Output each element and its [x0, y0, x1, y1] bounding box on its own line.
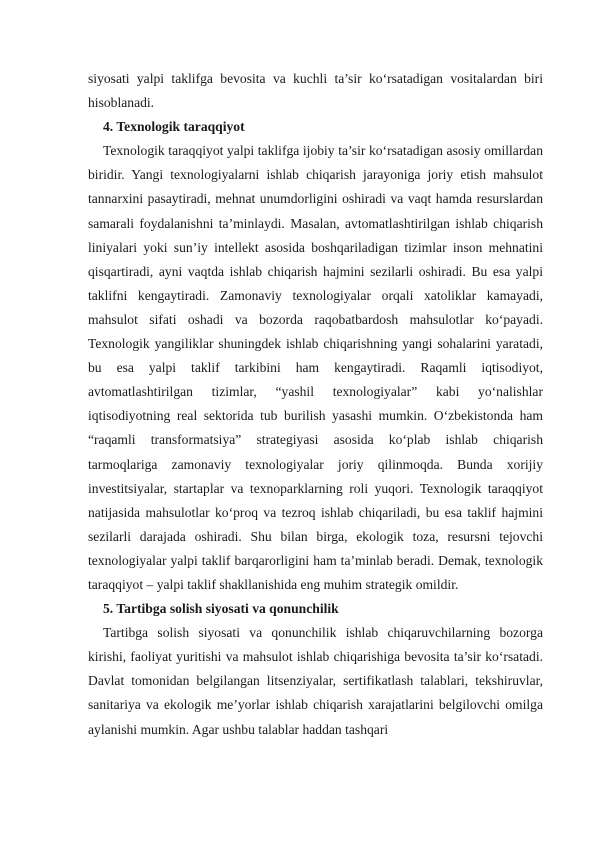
section-heading-regulation-policy: 5. Tartibga solish siyosati va qonunchilik — [103, 601, 339, 617]
paragraph-intro-continuation: siyosati yalpi taklifga bevosita va kuchli ta’sir ko‘rsatadigan vositalardan biri hisoblanadi. — [88, 71, 543, 111]
paragraph-regulation-policy: Tartibga solish siyosati va qonunchilik ishlab chiqaruvchilarning bozorga kirishi, faoliyat yuritishi va mahsulot ishlab chiqarishiga bevosita ta’sir ko‘rsatadi. Davlat tomonidan belgilangan litsenziyalar, sertifikatlash talablari, tekshiruvlar, sanitariya va ekologik me’yorlar ishlab chiqarish xarajatlarini belgilovchi omilga aylanishi mumkin. Agar ushbu talablar haddan tashqari — [88, 625, 543, 737]
paragraph-technological-progress: Texnologik taraqqiyot yalpi taklifga ijobiy ta’sir ko‘rsatadigan asosiy omillardan biridir. Yangi texnologiyalarni ishlab chiqarish jarayoniga joriy etish mahsulot tannarxini pasaytiradi, mehnat unumdorligini oshiradi va vaqt hamda resurslardan samarali foydalanishni ta’minlaydi. Masalan, avtomatlashtirilgan ishlab chiqarish liniyalari yoki sun’iy intellekt asosida boshqariladigan tizimlar inson mehnatini qisqartiradi, ayni vaqtda ishlab chiqarish hajmini sezilarli oshiradi. Bu esa yalpi taklifni kengaytiradi. Zamonaviy texnologiyalar orqali xatoliklar kamayadi, mahsulot sifati oshadi va bozorda raqobatbardosh mahsulotlar ko‘payadi. Texnologik yangiliklar shuningdek ishlab chiqarishning yangi sohalarini yaratadi, bu esa yalpi taklif tarkibini ham kengaytiradi. Raqamli iqtisodiyot, avtomatlashtirilgan tizimlar, “yashil texnologiyalar” kabi yo‘nalishlar iqtisodiyotning real sektorida tub burilish yasashi mumkin. O‘zbekistonda ham “raqamli transformatsiya” strategiyasi asosida ko‘plab ishlab chiqarish tarmoqlariga zamonaviy texnologiyalar joriy qilinmoqda. Bunda xorijiy investitsiyalar, startaplar va texnoparklarning roli yuqori. Texnologik taraqqiyot natijasida mahsulotlar ko‘proq va tezroq ishlab chiqariladi, bu esa taklif hajmini sezilarli darajada oshiradi. Shu bilan birga, ekologik toza, resursni tejovchi texnologiyalar yalpi taklif barqarorligini ham ta’minlab beradi. Demak, texnologik taraqqiyot – yalpi taklif shakllanishida eng muhim strategik omildir. — [88, 143, 543, 592]
document-page — [88, 67, 543, 742]
section-heading-technological-progress: 4. Texnologik taraqqiyot — [103, 119, 245, 135]
